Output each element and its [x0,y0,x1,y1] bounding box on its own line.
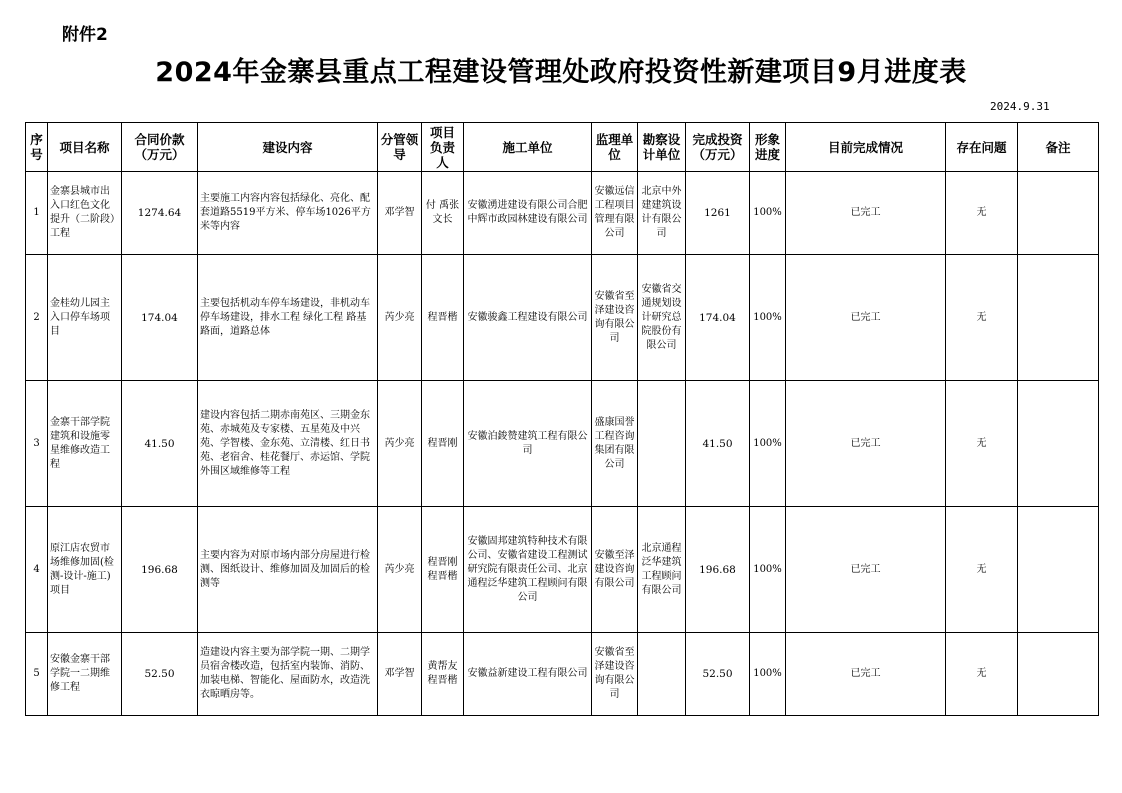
cell-status: 已完工 [786,507,946,633]
cell-issues: 无 [946,381,1018,507]
cell-designer: 北京中外建建筑设计有限公司 [638,172,686,255]
cell-invest: 196.68 [686,507,750,633]
cell-owner: 程晋刚 [422,381,464,507]
cell-seq: 2 [26,255,48,381]
cell-status: 已完工 [786,381,946,507]
cell-seq: 4 [26,507,48,633]
table-row [26,255,1099,381]
cell-builder: 安徽骏鑫工程建设有限公司 [464,255,592,381]
cell-status: 已完工 [786,255,946,381]
header-progress: 形象进度 [750,123,786,172]
report-date: 2024.9.31 [990,100,1050,113]
cell-remark [1018,381,1099,507]
cell-name: 金寨干部学院建筑和设施零星维修改造工程 [48,381,122,507]
page-title: 2024年金寨县重点工程建设管理处政府投资性新建项目9月进度表 [155,57,967,88]
cell-seq: 1 [26,172,48,255]
cell-contract: 1274.64 [122,172,198,255]
cell-remark [1018,507,1099,633]
table-row [26,633,1099,716]
cell-supervisor: 安徽远信工程项目管理有限公司 [592,172,638,255]
cell-owner: 付 禹张文长 [422,172,464,255]
cell-seq: 5 [26,633,48,716]
cell-builder: 安徽泊鋑赞建筑工程有限公司 [464,381,592,507]
cell-progress: 100% [750,172,786,255]
cell-remark [1018,255,1099,381]
cell-name: 原江店农贸市场维修加固(检测-设计-施工)项目 [48,507,122,633]
cell-designer: 北京通程泛华建筑工程顾问有限公司 [638,507,686,633]
cell-leader: 芮少亮 [378,255,422,381]
cell-remark [1018,172,1099,255]
header-designer: 勘察设计单位 [638,123,686,172]
cell-owner: 黄帮友程晋楷 [422,633,464,716]
cell-contract: 41.50 [122,381,198,507]
header-row [26,123,1099,172]
header-invest: 完成投资（万元） [686,123,750,172]
header-owner: 项目负责人 [422,123,464,172]
cell-leader: 芮少亮 [378,381,422,507]
table-row [26,507,1099,633]
cell-builder: 安徽湧进建设有限公司合肥中辉市政园林建设有限公司 [464,172,592,255]
cell-contract: 196.68 [122,507,198,633]
header-issues: 存在问题 [946,123,1018,172]
cell-designer [638,633,686,716]
cell-supervisor: 安徽省至泽建设咨询有限公司 [592,633,638,716]
header-status: 目前完成情况 [786,123,946,172]
cell-supervisor: 安徽省至泽建设咨询有限公司 [592,255,638,381]
cell-name: 金寨县城市出入口红色文化提升（二阶段）工程 [48,172,122,255]
cell-builder: 安徽固邦建筑特种技术有限公司、安徽省建设工程测试研究院有限责任公司、北京通程泛华建筑工程顾问有限公司 [464,507,592,633]
cell-invest: 41.50 [686,381,750,507]
cell-leader: 邓学智 [378,172,422,255]
cell-progress: 100% [750,255,786,381]
cell-progress: 100% [750,507,786,633]
cell-content: 建设内容包括二期赤南苑区、三期金东苑、赤城苑及专家楼、五星苑及中兴苑、学智楼、金东苑、立清楼、红日书苑、老宿舍、桂花餐厅、赤运馆、学院外围区域维修等工程 [198,381,378,507]
attachment-label: 附件2 [62,25,108,45]
cell-content: 主要包括机动车停车场建设，非机动车停车场建设，排水工程 绿化工程 路基路面，道路总体 [198,255,378,381]
cell-progress: 100% [750,633,786,716]
cell-designer: 安徽省交通规划设计研究总院股份有限公司 [638,255,686,381]
header-builder: 施工单位 [464,123,592,172]
cell-issues: 无 [946,172,1018,255]
cell-name: 安徽金寨干部学院一二期维修工程 [48,633,122,716]
cell-content: 造建设内容主要为部学院一期、二期学员宿舍楼改造，包括室内装饰、消防、加装电梯、智能化、屋面防水，改造洗衣晾晒房等。 [198,633,378,716]
cell-issues: 无 [946,633,1018,716]
table-row [26,381,1099,507]
cell-name: 金桂幼儿园主入口停车场项目 [48,255,122,381]
cell-invest: 52.50 [686,633,750,716]
header-remark: 备注 [1018,123,1099,172]
cell-leader: 邓学智 [378,633,422,716]
header-name: 项目名称 [48,123,122,172]
cell-status: 已完工 [786,172,946,255]
cell-remark [1018,633,1099,716]
cell-invest: 1261 [686,172,750,255]
progress-table [25,122,1099,716]
cell-content: 主要内容为对原市场内部分房屋进行检测、图纸设计、维修加固及加固后的检测等 [198,507,378,633]
cell-content: 主要施工内容内容包括绿化、亮化、配套道路5519平方米、停车场1026平方米等内容 [198,172,378,255]
cell-owner: 程晋楷 [422,255,464,381]
cell-owner: 程晋刚程晋楷 [422,507,464,633]
table-row [26,172,1099,255]
cell-builder: 安徽益新建设工程有限公司 [464,633,592,716]
cell-invest: 174.04 [686,255,750,381]
cell-seq: 3 [26,381,48,507]
cell-contract: 174.04 [122,255,198,381]
cell-designer [638,381,686,507]
header-seq: 序号 [26,123,48,172]
cell-issues: 无 [946,255,1018,381]
cell-issues: 无 [946,507,1018,633]
cell-progress: 100% [750,381,786,507]
header-leader: 分管领导 [378,123,422,172]
cell-supervisor: 盛康国誉工程咨询集团有限公司 [592,381,638,507]
header-content: 建设内容 [198,123,378,172]
cell-supervisor: 安徽至泽建设咨询有限公司 [592,507,638,633]
cell-leader: 芮少亮 [378,507,422,633]
cell-contract: 52.50 [122,633,198,716]
header-contract: 合同价款（万元） [122,123,198,172]
header-supervisor: 监理单位 [592,123,638,172]
cell-status: 已完工 [786,633,946,716]
